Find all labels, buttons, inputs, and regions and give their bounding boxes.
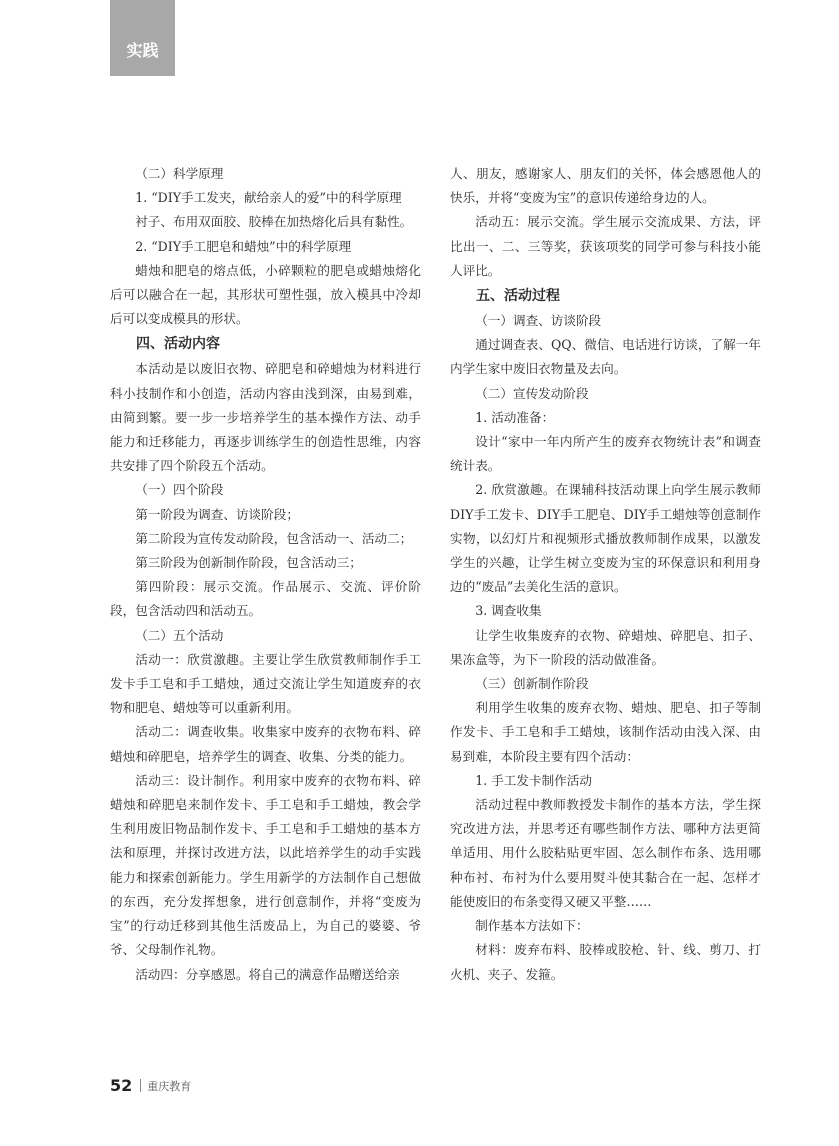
paragraph: 利用学生收集的废弃衣物、蜡烛、肥皂、扣子等制作发卡、手工皂和手工蜡烛，该制作活动由浅入深、由易到难，本阶段主要有四个活动： (450, 700, 761, 764)
paragraph: 1. 活动准备： (475, 409, 555, 425)
paragraph: 第三阶段为创新制作阶段，包含活动三； (135, 555, 362, 571)
paragraph: 活动一：欣赏激趣。主要让学生欣赏教师制作手工发卡手工皂和手工蜡烛，通过交流让学生知道废弃的衣物和肥皂、蜡烛等可以重新利用。 (110, 651, 421, 716)
left-text-column (110, 162, 421, 987)
paragraph: 活动过程中教师教授发卡制作的基本方法，学生探究改进方法，并思考还有哪些制作方法、哪种方法更简单适用、用什么胶粘贴更牢固、怎么制作布条、选用哪种布衬、布衬为什么要用熨斗使其黏合在一起、怎样才能使废旧的布条变得又硬又平整…… (450, 797, 761, 909)
paragraph: （二）五个活动 (135, 627, 224, 643)
page-footer (110, 1076, 191, 1095)
paragraph: 材料：废弃布料、胶棒或胶枪、针、线、剪刀、打火机、夹子、发箍。 (450, 942, 761, 982)
paragraph: 3. 调查收集 (475, 603, 542, 619)
section-tab (110, 0, 175, 76)
paragraph: 通过调查表、QQ、微信、电话进行访谈，了解一年内学生家中废旧衣物量及去向。 (450, 337, 761, 377)
paragraph: 第二阶段为宣传发动阶段，包含活动一、活动二； (135, 530, 413, 546)
right-text-column (450, 162, 761, 987)
paragraph: 本活动是以废旧衣物、碎肥皂和碎蜡烛为材料进行科小技制作和小创造，活动内容由浅到深，由易到难，由简到繁。要一步一步培养学生的基本操作方法、动手能力和迁移能力，再逐步训练学生的创造性思维，内容共安排了四个阶段五个活动。 (110, 361, 421, 474)
paragraph: 让学生收集废弃的衣物、碎蜡烛、碎肥皂、扣子、果冻盒等，为下一阶段的活动做准备。 (450, 627, 761, 667)
paragraph: （一）调查、访谈阶段 (475, 313, 602, 329)
paragraph: 2. “DIY手工肥皂和蜡烛”中的科学原理 (135, 238, 352, 254)
paragraph: 蜡烛和肥皂的熔点低，小碎颗粒的肥皂或蜡烛熔化后可以融合在一起，其形状可塑性强，放入模具中冷却后可以变成模具的形状。 (110, 262, 421, 327)
paragraph: （三）创新制作阶段 (475, 676, 589, 692)
paragraph: 第一阶段为调查、访谈阶段； (135, 506, 299, 522)
paragraph: 活动二：调查收集。收集家中废弃的衣物布料、碎蜡烛和碎肥皂，培养学生的调查、收集、分类的能力。 (110, 724, 421, 764)
page-number: 52 (110, 1076, 133, 1095)
section-tab-label: 实践 (126, 41, 159, 60)
journal-name: 重庆教育 (147, 1079, 192, 1093)
paragraph: 人、朋友，感谢家人、朋友们的关怀，体会感恩他人的快乐，并将“变废为宝”的意识传递给身边的人。 (450, 166, 761, 206)
paragraph: （二）宣传发动阶段 (475, 385, 589, 401)
paragraph: 设计“家中一年内所产生的废弃衣物统计表”和调查统计表。 (450, 434, 761, 474)
paragraph: （二）科学原理 (135, 166, 224, 181)
paragraph: 活动五：展示交流。学生展示交流成果、方法，评比出一、二、三等奖，获该项奖的同学可参与科技小能人评比。 (450, 214, 761, 278)
footer-divider (140, 1079, 141, 1092)
paragraph: 1. 手工发卡制作活动 (475, 772, 592, 788)
section-heading: 五、活动过程 (476, 288, 560, 305)
paragraph: 衬子、布用双面胶、胶棒在加热熔化后具有黏性。 (135, 214, 413, 230)
paragraph: 活动三：设计制作。利用家中废弃的衣物布料、碎蜡烛和碎肥皂来制作发卡、手工皂和手工蜡烛，教会学生利用废旧物品制作发卡、手工皂和手工蜡烛的基本方法和原理，并探讨改进方法，以此培养学生的动手实践能力和探索创新能力。学生用新学的方法制作自己想做的东西，充分发挥想象，进行创意制作，并将“变废为宝”的行动迁移到其他生活废品上，为自己的婆婆、爷爷、父母制作礼物。 (110, 772, 421, 958)
paragraph: 1. “DIY手工发夹，献给亲人的爱”中的科学原理 (135, 190, 402, 206)
paragraph: （一）四个阶段 (135, 482, 224, 498)
paragraph: 2. 欣赏激趣。在课辅科技活动课上向学生展示教师DIY手工发卡、DIY手工肥皂、DIY手工蜡烛等创意制作实物，以幻灯片和视频形式播放教师制作成果，以激发学生的兴趣，让学生树立变废为宝的环保意识和利用身边的“废品”去美化生活的意识。 (450, 482, 761, 595)
paragraph: 活动四：分享感恩。将自己的满意作品赠送给亲 (135, 966, 400, 982)
paragraph: 第四阶段：展示交流。作品展示、交流、评价阶段，包含活动四和活动五。 (110, 579, 421, 619)
section-heading: 四、活动内容 (136, 336, 220, 353)
paragraph: 制作基本方法如下： (475, 918, 589, 934)
